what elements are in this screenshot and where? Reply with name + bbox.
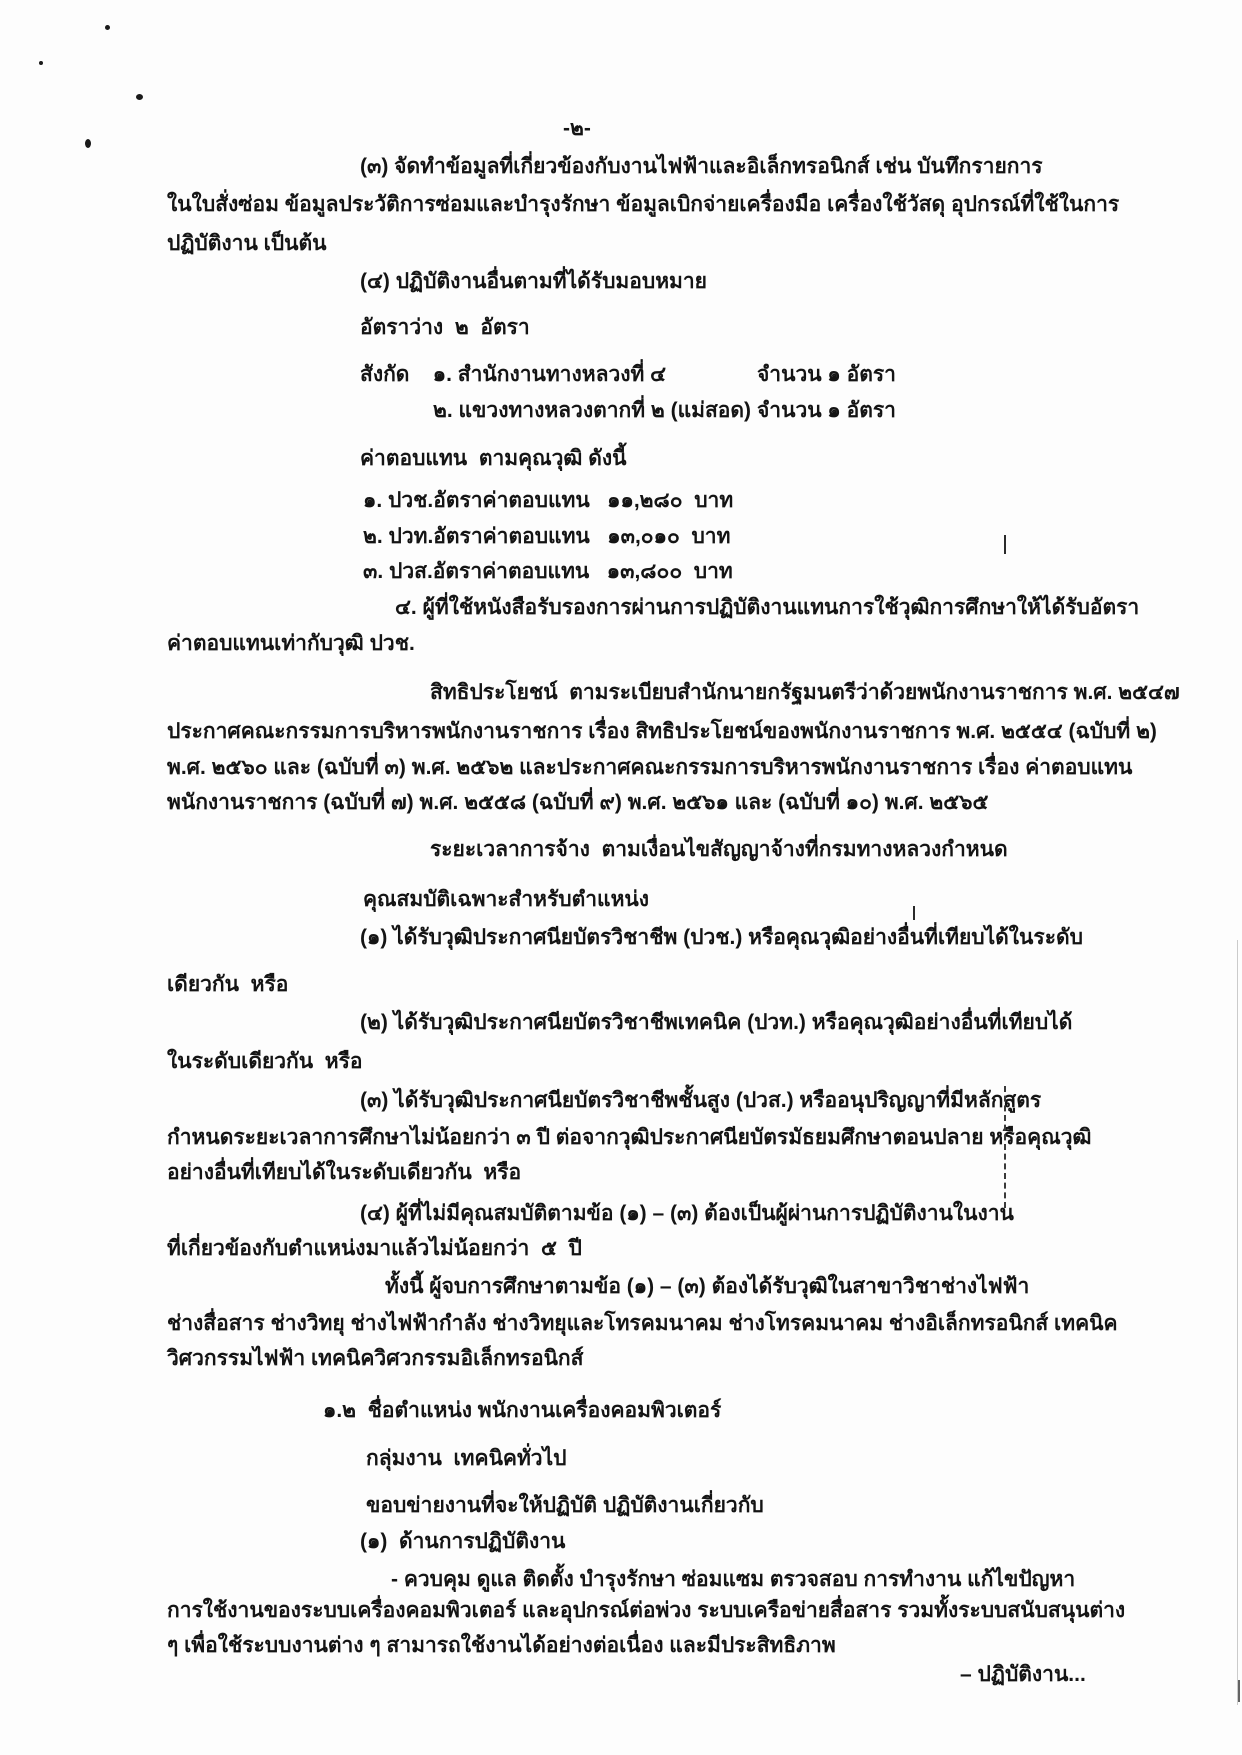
duty-item-3-line-3: ปฏิบัติงาน เป็นต้น <box>167 232 327 255</box>
position-1-2-heading: ๑.๒ ชื่อตำแหน่ง พนักงานเครื่องคอมพิวเตอร์ <box>323 1399 722 1422</box>
page-number: -๒- <box>563 117 591 140</box>
benefits-line-2: ประกาศคณะกรรมการบริหารพนักงานราชการ เรื่อง สิทธิประโยชน์ของพนักงานราชการ พ.ศ. ๒๕๕๔ (ฉบับที่ ๒) <box>167 720 1157 743</box>
qualification-2-line-2: ในระดับเดียวกัน หรือ <box>167 1050 363 1073</box>
page-continuation-marker: – ปฏิบัติงาน... <box>960 1663 1086 1686</box>
compensation-rate-3: ๓. ปวส.อัตราค่าตอบแทน ๑๓,๘๐๐ บาท <box>363 560 733 583</box>
qualification-1-line-1: (๑) ได้รับวุฒิประกาศนียบัตรวิชาชีพ (ปวช.) หรือคุณวุฒิอย่างอื่นที่เทียบได้ในระดับ <box>360 926 1083 949</box>
vacancy-heading: อัตราว่าง ๒ อัตรา <box>360 316 530 339</box>
qualification-4-line-1: (๔) ผู้ที่ไม่มีคุณสมบัติตามข้อ (๑) – (๓) ต้องเป็นผู้ผ่านการปฏิบัติงานในงาน <box>360 1202 1014 1225</box>
ink-speck <box>105 25 110 30</box>
compensation-heading: ค่าตอบแทน ตามคุณวุฒิ ดังนี้ <box>360 447 627 470</box>
work-group-heading: กลุ่มงาน เทคนิคทั่วไป <box>366 1447 567 1470</box>
benefits-line-1: สิทธิประโยชน์ ตามระเบียบสำนักนายกรัฐมนตรีว่าด้วยพนักงานราชการ พ.ศ. ๒๕๔๗ <box>430 681 1180 704</box>
affiliation-item-1: สังกัด ๑. สำนักงานทางหลวงที่ ๔ <box>360 363 667 386</box>
scan-dashed-line-artifact <box>1004 1086 1006 1208</box>
compensation-rate-1: ๑. ปวช.อัตราค่าตอบแทน ๑๑,๒๘๐ บาท <box>363 489 734 512</box>
scope-item-1-line-1: - ควบคุม ดูแล ติดตั้ง บำรุงรักษา ซ่อมแซม ตรวจสอบ การทำงาน แก้ไขปัญหา <box>391 1568 1076 1591</box>
qualification-3-line-3: อย่างอื่นที่เทียบได้ในระดับเดียวกัน หรือ <box>167 1161 522 1184</box>
qualification-2-line-1: (๒) ได้รับวุฒิประกาศนียบัตรวิชาชีพเทคนิค (ปวท.) หรือคุณวุฒิอย่างอื่นที่เทียบได้ <box>360 1011 1073 1034</box>
scan-tick-artifact <box>913 906 915 920</box>
affiliation-item-2-count: จำนวน ๑ อัตรา <box>757 399 896 422</box>
scope-item-1-line-2: การใช้งานของระบบเครื่องคอมพิวเตอร์ และอุปกรณ์ต่อพ่วง ระบบเครือข่ายสื่อสาร รวมทั้งระบบสนับสนุนต่าง <box>167 1599 1126 1622</box>
scan-tick-artifact <box>1004 535 1006 554</box>
qualification-note-line-3: วิศวกรรมไฟฟ้า เทคนิควิศวกรรมอิเล็กทรอนิกส์ <box>167 1347 584 1370</box>
scope-item-1-line-3: ๆ เพื่อใช้ระบบงานต่าง ๆ สามารถใช้งานได้อย่างต่อเนื่อง และมีประสิทธิภาพ <box>167 1634 836 1657</box>
affiliation-item-2: ๒. แขวงทางหลวงตากที่ ๒ (แม่สอด) <box>433 399 752 422</box>
compensation-note-line-1: ๔. ผู้ที่ใช้หนังสือรับรองการผ่านการปฏิบัติงานแทนการใช้วุฒิการศึกษาให้ได้รับอัตรา <box>395 596 1140 619</box>
qualification-note-line-1: ทั้งนี้ ผู้จบการศึกษาตามข้อ (๑) – (๓) ต้องได้รับวุฒิในสาขาวิชาช่างไฟฟ้า <box>385 1275 1030 1298</box>
duty-item-3-line-2: ในใบสั่งซ่อม ข้อมูลประวัติการซ่อมและบำรุงรักษา ข้อมูลเบิกจ่ายเครื่องมือ เครื่องใช้วัสดุ อุปกรณ์ที่ใช้ในการ <box>167 193 1120 216</box>
qualification-3-line-1: (๓) ได้รับวุฒิประกาศนียบัตรวิชาชีพชั้นสูง (ปวส.) หรืออนุปริญญาที่มีหลักสูตร <box>360 1089 1042 1112</box>
scope-item-1-heading: (๑) ด้านการปฏิบัติงาน <box>360 1530 566 1553</box>
compensation-rate-2: ๒. ปวท.อัตราค่าตอบแทน ๑๓,๐๑๐ บาท <box>363 525 731 548</box>
affiliation-item-1-count: จำนวน ๑ อัตรา <box>757 363 896 386</box>
duty-item-4: (๔) ปฏิบัติงานอื่นตามที่ได้รับมอบหมาย <box>360 270 707 293</box>
benefits-line-4: พนักงานราชการ (ฉบับที่ ๗) พ.ศ. ๒๕๕๘ (ฉบับที่ ๙) พ.ศ. ๒๕๖๑ และ (ฉบับที่ ๑๐) พ.ศ. ๒๕๖๕ <box>167 791 989 814</box>
qualifications-heading: คุณสมบัติเฉพาะสำหรับตำแหน่ง <box>363 888 650 911</box>
qualification-1-line-2: เดียวกัน หรือ <box>167 973 289 996</box>
ink-speck <box>85 139 91 148</box>
scan-edge-line <box>1237 940 1238 1705</box>
compensation-note-line-2: ค่าตอบแทนเท่ากับวุฒิ ปวช. <box>167 632 415 655</box>
employment-period-heading: ระยะเวลาการจ้าง ตามเงื่อนไขสัญญาจ้างที่กรมทางหลวงกำหนด <box>430 838 1008 861</box>
qualification-3-line-2: กำหนดระยะเวลาการศึกษาไม่น้อยกว่า ๓ ปี ต่อจากวุฒิประกาศนียบัตรมัธยมศึกษาตอนปลาย หรือคุณวุฒิ <box>167 1126 1092 1149</box>
ink-speck <box>136 94 143 100</box>
scope-of-work-heading: ขอบข่ายงานที่จะให้ปฏิบัติ ปฏิบัติงานเกี่ยวกับ <box>366 1494 764 1517</box>
benefits-line-3: พ.ศ. ๒๕๖๐ และ (ฉบับที่ ๓) พ.ศ. ๒๕๖๒ และประกาศคณะกรรมการบริหารพนักงานราชการ เรื่อง ค่าตอบแทน <box>167 756 1133 779</box>
ink-speck <box>39 61 43 65</box>
qualification-note-line-2: ช่างสื่อสาร ช่างวิทยุ ช่างไฟฟ้ากำลัง ช่างวิทยุและโทรคมนาคม ช่างโทรคมนาคม ช่างอิเล็กทรอนิกส์ เทคนิค <box>167 1312 1118 1335</box>
duty-item-3-line-1: (๓) จัดทำข้อมูลที่เกี่ยวข้องกับงานไฟฟ้าและอิเล็กทรอนิกส์ เช่น บันทึกรายการ <box>360 155 1043 178</box>
scan-edge-tick <box>1238 1680 1240 1702</box>
qualification-4-line-2: ที่เกี่ยวข้องกับตำแหน่งมาแล้วไม่น้อยกว่า ๕ ปี <box>167 1237 582 1260</box>
